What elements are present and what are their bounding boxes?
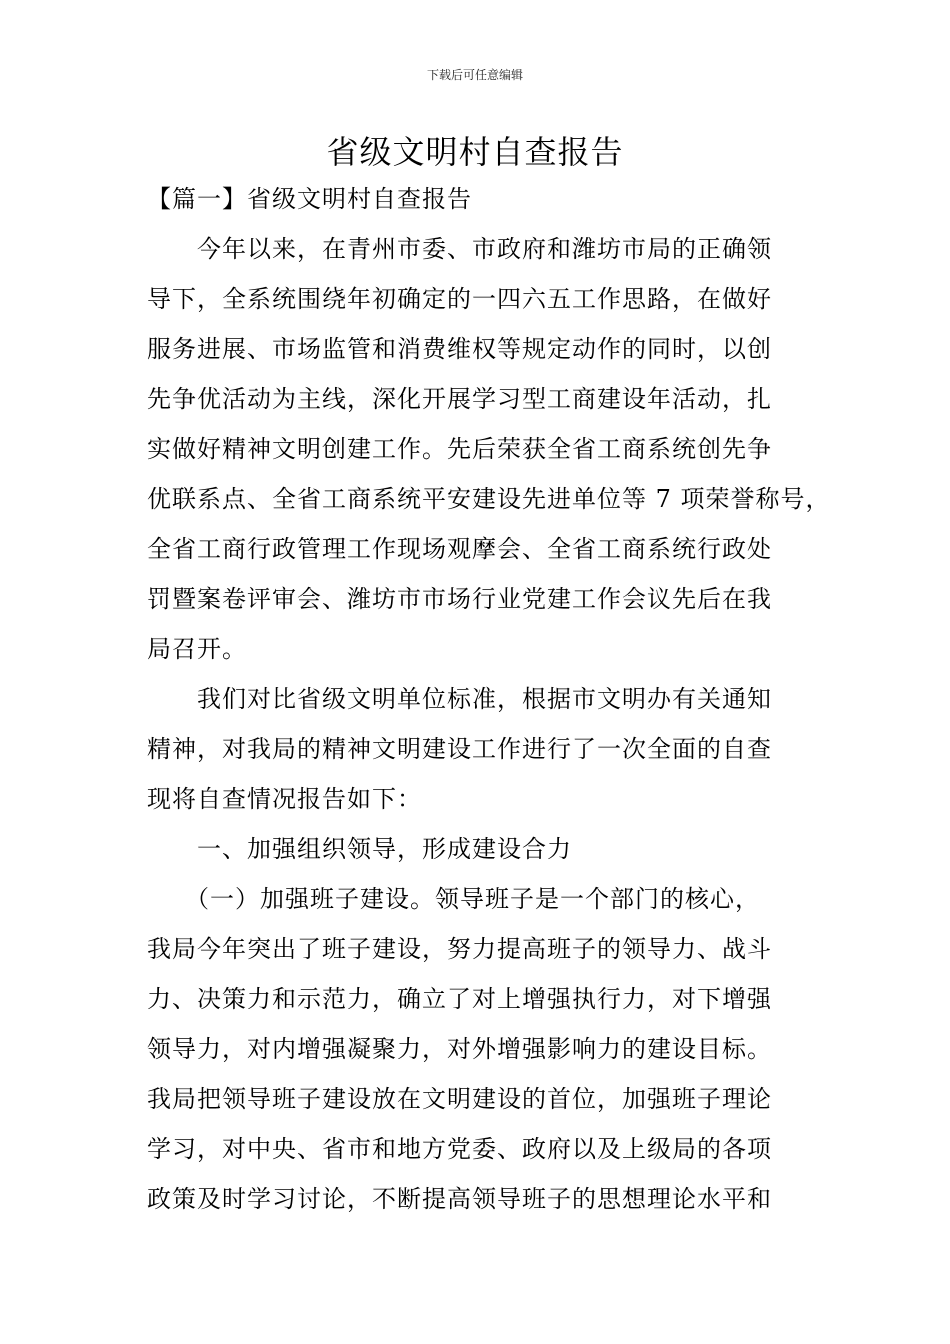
paragraph-line: 先争优活动为主线，深化开展学习型工商建设年活动，扎 xyxy=(147,385,772,413)
paragraph-line: 我局今年突出了班子建设，努力提高班子的领导力、战斗 xyxy=(147,935,772,963)
paragraph-line: 全省工商行政管理工作现场观摩会、全省工商系统行政处 xyxy=(147,535,772,563)
header-note: 下载后可任意编辑 xyxy=(426,68,523,82)
paragraph-line: 现将自查情况报告如下： xyxy=(147,785,422,813)
paragraph-line: 罚暨案卷评审会、潍坊市市场行业党建工作会议先后在我 xyxy=(147,585,772,613)
subheading: 一、加强组织领导，形成建设合力 xyxy=(197,835,572,863)
paragraph-line: 精神，对我局的精神文明建设工作进行了一次全面的自查 xyxy=(147,735,772,763)
paragraph-line: 政策及时学习讨论，不断提高领导班子的思想理论水平和 xyxy=(147,1185,772,1213)
paragraph-line: （一）加强班子建设。领导班子是一个部门的核心， xyxy=(185,885,760,913)
section-heading: 【篇一】省级文明村自查报告 xyxy=(147,185,472,213)
paragraph-line: 力、决策力和示范力，确立了对上增强执行力，对下增强 xyxy=(147,985,772,1013)
paragraph-line: 局召开。 xyxy=(147,635,247,663)
paragraph-line: 导下，全系统围绕年初确定的一四六五工作思路，在做好 xyxy=(147,285,772,313)
paragraph-line: 我局把领导班子建设放在文明建设的首位，加强班子理论 xyxy=(147,1085,772,1113)
document-title: 省级文明村自查报告 xyxy=(326,133,624,171)
paragraph-line: 我们对比省级文明单位标准，根据市文明办有关通知 xyxy=(197,685,772,713)
paragraph-line: 领导力，对内增强凝聚力，对外增强影响力的建设目标。 xyxy=(147,1035,772,1063)
paragraph-line: 服务进展、市场监管和消费维权等规定动作的同时，以创 xyxy=(147,335,772,363)
paragraph-line: 优联系点、全省工商系统平安建设先进单位等 7 项荣誉称号， xyxy=(147,485,831,513)
paragraph-line: 学习，对中央、省市和地方党委、政府以及上级局的各项 xyxy=(147,1135,772,1163)
paragraph-line: 今年以来，在青州市委、市政府和潍坊市局的正确领 xyxy=(197,235,772,263)
paragraph-line: 实做好精神文明创建工作。先后荣获全省工商系统创先争 xyxy=(147,435,772,463)
